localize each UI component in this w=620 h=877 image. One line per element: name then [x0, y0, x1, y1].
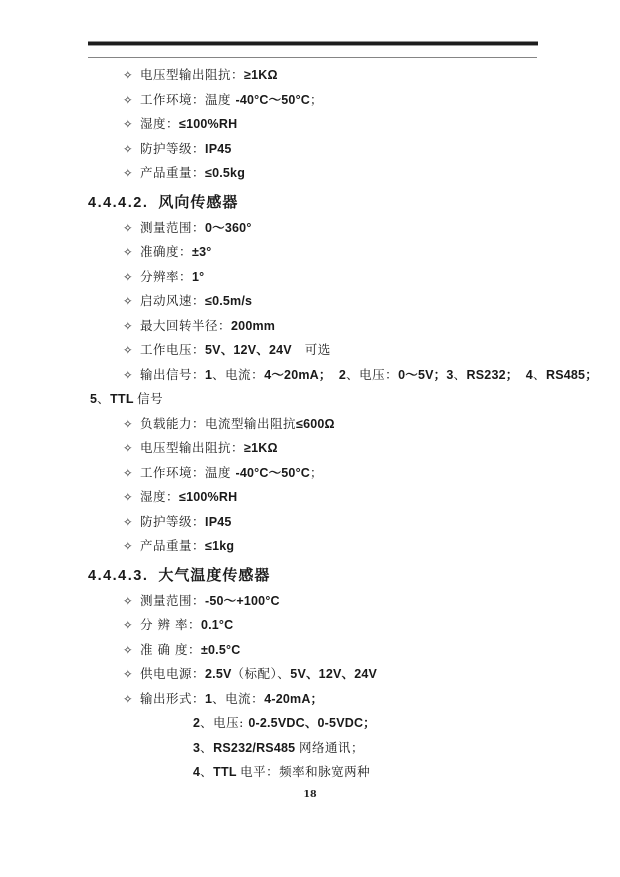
spec-text: 供电电源： [140, 666, 206, 681]
spec-text: 、 [453, 366, 467, 382]
spec-text: 湿度： [140, 489, 180, 504]
spec-text: 分辨率： [140, 268, 193, 284]
spec-text: ≤1kg [205, 539, 235, 553]
spec-text: ≥1KΩ [244, 441, 278, 455]
spec-row [88, 88, 548, 113]
spec-text: ±3° [192, 245, 212, 259]
spec-text: 电压型输出阻抗： [140, 67, 245, 82]
spec-row [88, 662, 548, 687]
spec-text: ≤100%RH [179, 117, 238, 131]
bullet-diamond-icon: ✧ [123, 441, 133, 455]
spec-text: 、 [200, 739, 214, 755]
spec-text: ≤0.5m/s [205, 294, 253, 308]
spec-text: 0-2.5VDC、0-5VDC； [248, 716, 376, 730]
bullet-diamond-icon: ✧ [123, 667, 133, 681]
spec-text: 2 [193, 716, 201, 730]
section-heading [88, 189, 548, 216]
bullet-diamond-icon: ✧ [123, 642, 133, 657]
spec-row [88, 161, 548, 186]
spec-text: -40°C～50°C [235, 92, 311, 107]
spec-row [88, 387, 548, 412]
section-title: 大气温度传感器 [158, 565, 271, 584]
header-rule-thick [88, 41, 538, 46]
bullet-diamond-icon: ✧ [123, 490, 133, 504]
spec-row [88, 265, 548, 290]
spec-text: 5V、12V、24V [290, 667, 378, 681]
spec-text: ≤0.5kg [205, 166, 246, 180]
spec-text: RS232/RS485 [213, 740, 299, 755]
spec-text: 、电流： [212, 690, 265, 706]
bullet-diamond-icon: ✧ [123, 593, 133, 608]
section-heading [88, 562, 548, 589]
spec-text: 电平：频率和脉宽两种 [240, 764, 371, 779]
spec-text: 分 辨 率： [140, 617, 201, 632]
spec-text: IP45 [205, 141, 232, 156]
spec-text: ； [310, 464, 324, 480]
spec-text: 电压型输出阻抗： [140, 440, 245, 455]
spec-row [88, 338, 548, 363]
spec-text: 、电压： [346, 366, 399, 382]
spec-text: 、电流： [212, 366, 265, 382]
spec-text: 产品重量： [140, 165, 206, 180]
bullet-diamond-icon: ✧ [123, 294, 133, 308]
bullet-diamond-icon: ✧ [123, 92, 133, 107]
spec-text: 0～360° [205, 220, 252, 235]
spec-text: （标配）、 [231, 666, 291, 681]
spec-text: 可选 [291, 342, 331, 357]
spec-text: 防护等级： [140, 140, 206, 156]
spec-text: 200mm [231, 318, 276, 333]
bullet-diamond-icon: ✧ [123, 618, 133, 632]
spec-row [88, 314, 548, 339]
spec-text: 4-20mA； [264, 691, 324, 706]
spec-text: 最大回转半径： [140, 317, 232, 333]
bullet-diamond-icon: ✧ [123, 117, 133, 131]
document-content [88, 63, 598, 785]
spec-text: ±0.5°C [200, 642, 241, 657]
spec-text: 、 [200, 764, 214, 779]
spec-text: RS485； [545, 367, 598, 382]
spec-text: 工作环境：温度 [140, 464, 236, 480]
spec-text: 启动风速： [140, 293, 206, 308]
spec-text: 2.5V [205, 667, 232, 681]
spec-text: ≤100%RH [179, 490, 238, 504]
spec-text: 工作环境：温度 [140, 91, 236, 107]
spec-row [88, 363, 598, 388]
spec-row [88, 63, 548, 88]
spec-row [88, 638, 548, 663]
spec-text: 负载能力：电流型输出阻抗 [140, 415, 297, 431]
spec-text: 1 [205, 367, 213, 382]
spec-text: 工作电压： [140, 342, 206, 357]
spec-row [88, 613, 548, 638]
spec-text: 、 [97, 391, 111, 406]
section-number: 4.4.4.2. [88, 194, 149, 211]
spec-row [88, 687, 548, 712]
spec-text: TTL [213, 765, 241, 779]
bullet-diamond-icon: ✧ [123, 269, 133, 284]
spec-row [88, 510, 548, 535]
spec-text: TTL [110, 392, 138, 406]
spec-row [88, 461, 548, 486]
page-number: 18 [303, 789, 317, 800]
section-number: 4.4.4.3. [88, 567, 149, 584]
spec-text: 产品重量： [140, 538, 206, 553]
spec-text: RS232； 4 [466, 367, 533, 382]
bullet-diamond-icon: ✧ [123, 539, 133, 553]
spec-text: 4 [193, 765, 201, 779]
spec-text: 输出信号： [140, 366, 206, 382]
spec-text: 3 [193, 740, 201, 755]
section [88, 562, 548, 785]
spec-row [88, 412, 548, 437]
spec-row [88, 589, 548, 614]
spec-text: 网络通讯； [298, 739, 364, 755]
spec-row [88, 760, 548, 785]
spec-text: 防护等级： [140, 513, 206, 529]
bullet-diamond-icon: ✧ [123, 141, 133, 156]
spec-text: 输出形式： [140, 690, 206, 706]
spec-row [88, 240, 548, 265]
spec-row [88, 485, 548, 510]
bullet-diamond-icon: ✧ [123, 367, 133, 382]
spec-text: ≥1KΩ [244, 68, 278, 82]
spec-text: ； [310, 91, 324, 107]
spec-row [88, 289, 548, 314]
spec-row [88, 711, 548, 736]
spec-text: ≤600Ω [296, 416, 335, 431]
spec-text: 、 [532, 366, 546, 382]
section-title: 风向传感器 [158, 192, 239, 211]
spec-text: 0.1°C [200, 618, 234, 632]
bullet-diamond-icon: ✧ [123, 343, 133, 357]
spec-text: 信号 [137, 391, 164, 406]
bullet-diamond-icon: ✧ [123, 416, 133, 431]
spec-text: 1 [205, 691, 213, 706]
spec-text: 1° [192, 269, 205, 284]
bullet-diamond-icon: ✧ [123, 465, 133, 480]
spec-row [88, 137, 548, 162]
section [88, 63, 548, 186]
section [88, 189, 598, 559]
spec-row [88, 736, 548, 761]
header-rule-thin [88, 57, 537, 58]
spec-text: 0～5V；3 [398, 367, 454, 382]
spec-text: 4～20mA； 2 [264, 367, 347, 382]
spec-text: 湿度： [140, 116, 180, 131]
spec-row [88, 436, 548, 461]
spec-text: 准 确 度： [140, 641, 201, 657]
bullet-diamond-icon: ✧ [123, 220, 133, 235]
spec-text: 测量范围： [140, 592, 206, 608]
spec-row [88, 534, 548, 559]
spec-text: 5 [90, 392, 98, 406]
spec-text: -40°C～50°C [235, 465, 311, 480]
bullet-diamond-icon: ✧ [123, 245, 133, 259]
spec-row [88, 216, 548, 241]
spec-text: 准确度： [140, 244, 193, 259]
bullet-diamond-icon: ✧ [123, 691, 133, 706]
spec-text: 5V、12V、24V [205, 343, 292, 357]
spec-text: 测量范围： [140, 219, 206, 235]
bullet-diamond-icon: ✧ [123, 166, 133, 180]
spec-text: -50～+100°C [205, 593, 280, 608]
bullet-diamond-icon: ✧ [123, 514, 133, 529]
spec-row [88, 112, 548, 137]
spec-text: IP45 [205, 514, 232, 529]
spec-text: 、电压: [200, 715, 249, 730]
bullet-diamond-icon: ✧ [123, 68, 133, 82]
bullet-diamond-icon: ✧ [123, 318, 133, 333]
